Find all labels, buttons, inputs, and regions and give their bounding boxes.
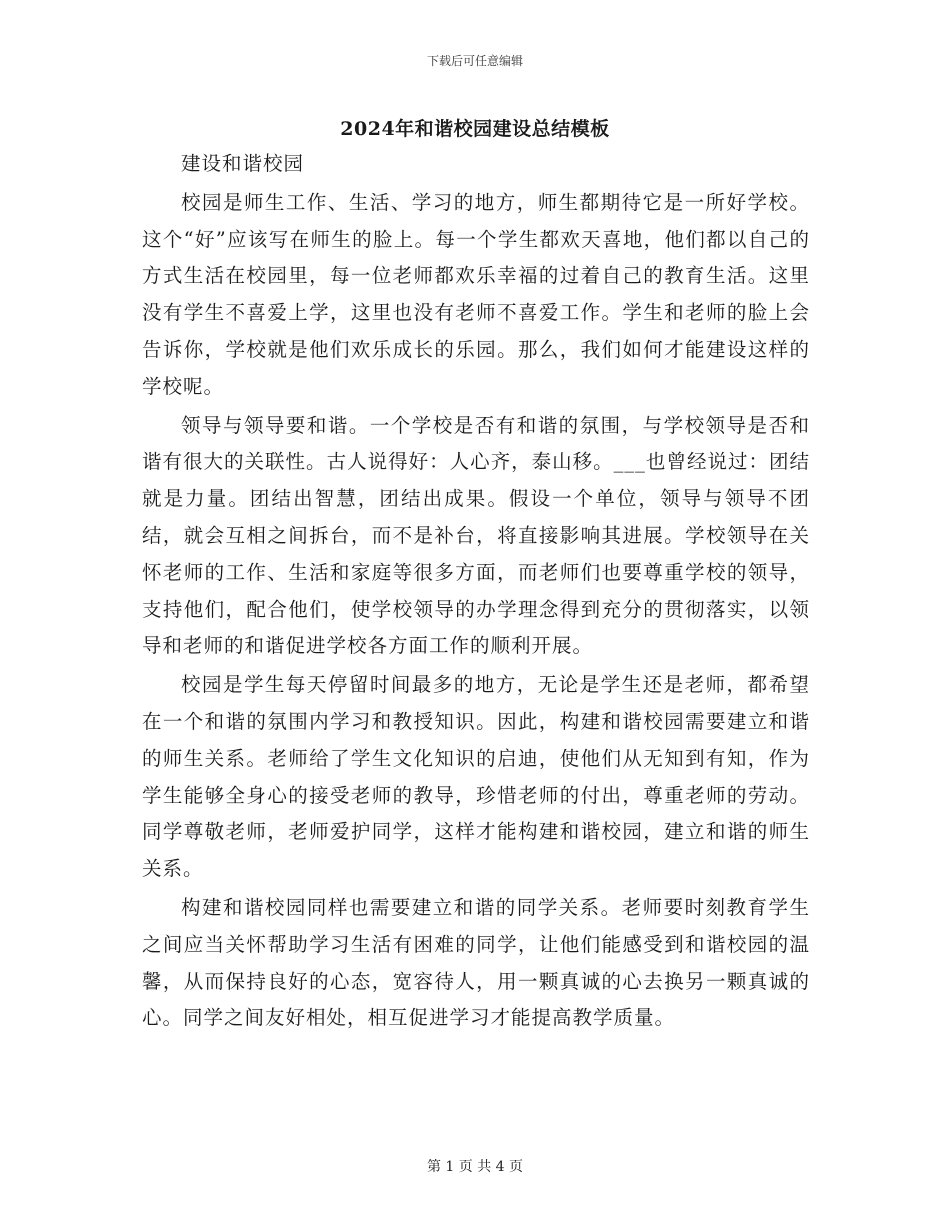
document-title: 2024年和谐校园建设总结模板 [340,118,610,140]
paragraph: 校园是学生每天停留时间最多的地方，无论是学生还是老师，都希望在一个和谐的氛围内学习和教授知识。因此，构建和谐校园需要建立和谐的师生关系。老师给了学生文化知识的启迪，使他们从无知到有知，作为学生能够全身心的接受老师的教导，珍惜老师的付出，尊重老师的劳动。同学尊敬老师，老师爱护同学，这样才能构建和谐校园，建立和谐的师生关系。 [142,673,810,881]
section-heading: 建设和谐校园 [181,152,305,175]
paragraph: 校园是师生工作、生活、学习的地方，师生都期待它是一所好学校。这个“好”应该写在师生的脸上。每一个学生都欢天喜地，他们都以自己的方式生活在校园里，每一位老师都欢乐幸福的过着自己的教育生活。这里没有学生不喜爱上学，这里也没有老师不喜爱工作。学生和老师的脸上会告诉你，学校就是他们欢乐成长的乐园。那么，我们如何才能建设这样的学校呢。 [142,190,810,398]
page-footer: 第 1 页 共 4 页 [426,1159,524,1175]
document-body [142,146,810,1037]
paragraph: 构建和谐校园同样也需要建立和谐的同学关系。老师要时刻教育学生之间应当关怀帮助学习生活有困难的同学，让他们能感受到和谐校园的温馨，从而保持良好的心态，宽容待人，用一颗真诚的心去换另一颗真诚的心。同学之间友好相处，相互促进学习才能提高教学质量。 [142,895,810,1030]
paragraph: 领导与领导要和谐。一个学校是否有和谐的氛围，与学校领导是否和谐有很大的关联性。古人说得好：人心齐，泰山移。___也曾经说过：团结就是力量。团结出智慧，团结出成果。假设一个单位，领导与领导不团结，就会互相之间拆台，而不是补台，将直接影响其进展。学校领导在关怀老师的工作、生活和家庭等很多方面，而老师们也要尊重学校的领导，支持他们，配合他们，使学校领导的办学理念得到充分的贯彻落实，以领导和老师的和谐促进学校各方面工作的顺利开展。 [142,413,810,658]
page-header: 下载后可任意编辑 [426,54,523,68]
